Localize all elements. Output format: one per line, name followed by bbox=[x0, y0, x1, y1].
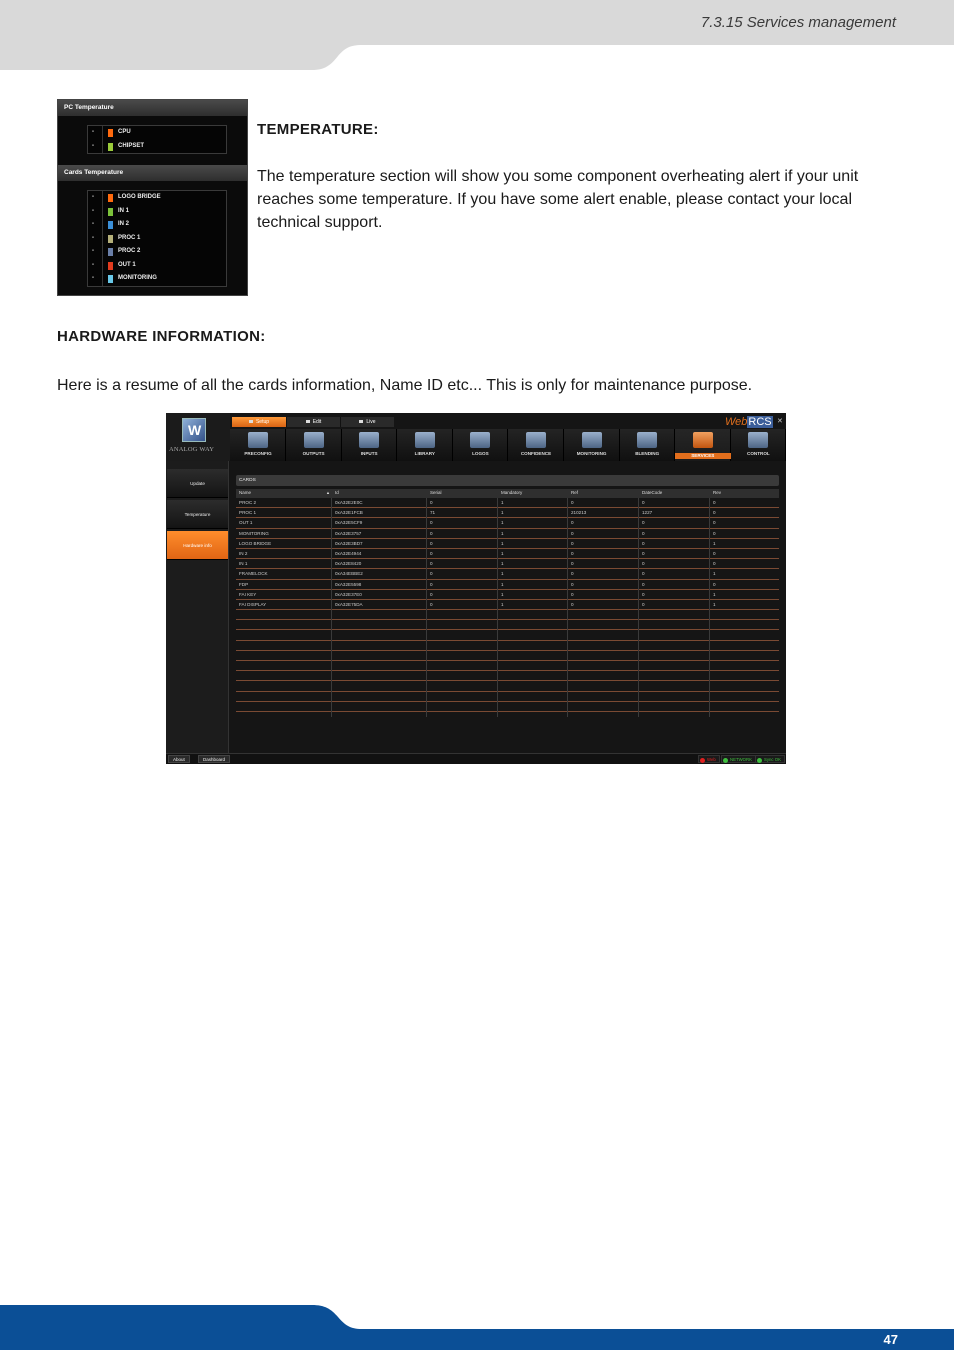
sidebar-button-temperature[interactable]: Temperature bbox=[167, 500, 228, 529]
table-cell: FDP bbox=[239, 581, 249, 587]
table-cell: 1 bbox=[501, 561, 504, 567]
temperature-item bbox=[88, 232, 226, 246]
divider bbox=[102, 191, 103, 205]
analog-way-logo bbox=[166, 413, 230, 461]
temperature-item bbox=[88, 191, 226, 205]
table-cell: 0 bbox=[642, 540, 645, 546]
section-title: 7.3.15 Services management bbox=[700, 14, 896, 31]
table-cell: 0 bbox=[642, 571, 645, 577]
temperature-item-toggle[interactable]: - bbox=[92, 234, 94, 241]
table-row[interactable] bbox=[236, 569, 779, 579]
temperature-panel-screenshot bbox=[57, 99, 248, 296]
footer-band-shape bbox=[0, 1300, 954, 1350]
tab-dot-icon bbox=[249, 420, 253, 423]
nav-label: BLENDING bbox=[635, 451, 660, 456]
services-sidebar bbox=[166, 461, 229, 753]
mode-tabs bbox=[232, 417, 394, 427]
table-cell: 1 bbox=[713, 591, 716, 597]
nav-logos[interactable] bbox=[452, 429, 508, 461]
column-header-serial[interactable]: Serial bbox=[430, 490, 442, 495]
pc-temperature-header: PC Temperature bbox=[58, 100, 247, 116]
page-header-band bbox=[0, 0, 954, 70]
table-cell: 0 bbox=[571, 601, 574, 607]
table-row[interactable] bbox=[236, 580, 779, 590]
table-cell: 0xA32E3BD7 bbox=[335, 540, 363, 546]
temperature-item-label: LOGO BRIDGE bbox=[118, 194, 161, 200]
temperature-color-swatch bbox=[108, 143, 113, 151]
table-cell: 0 bbox=[571, 571, 574, 577]
divider bbox=[102, 218, 103, 232]
table-cell: LOGO BRIDGE bbox=[239, 540, 272, 546]
table-row-empty bbox=[236, 651, 779, 661]
table-cell: 1 bbox=[501, 500, 504, 505]
status-bar bbox=[166, 753, 786, 764]
temperature-item bbox=[88, 245, 226, 259]
webrcs-logo bbox=[725, 416, 773, 428]
temperature-color-swatch bbox=[108, 129, 113, 137]
sidebar-button-hardware-info[interactable]: Hardware info bbox=[167, 531, 228, 560]
close-icon[interactable]: ✕ bbox=[777, 418, 783, 425]
table-cell: 0 bbox=[713, 520, 716, 526]
blending-icon bbox=[637, 432, 657, 448]
table-cell: 0 bbox=[642, 581, 645, 587]
confidence-icon bbox=[526, 432, 546, 448]
nav-label: PRECONFIG bbox=[244, 451, 272, 456]
table-cell: 0 bbox=[571, 540, 574, 546]
table-cell: PROC 2 bbox=[239, 500, 257, 505]
table-cell: 1 bbox=[501, 550, 504, 556]
table-cell: 1 bbox=[713, 601, 716, 607]
tab-live-label: Live bbox=[366, 419, 376, 425]
table-cell: 0 bbox=[571, 520, 574, 526]
table-row-empty bbox=[236, 702, 779, 712]
nav-label: INPUTS bbox=[360, 451, 378, 456]
temperature-paragraph: The temperature section will show you some component overheating alert if your unit reaches some temperature. If you have some alert enable, please contact your local technical support. bbox=[257, 168, 859, 231]
column-divider bbox=[567, 498, 568, 717]
table-cell: 1 bbox=[501, 601, 504, 607]
nav-outputs[interactable] bbox=[286, 429, 342, 461]
column-header-mandatory[interactable]: Mandatory bbox=[501, 490, 523, 495]
column-divider bbox=[497, 498, 498, 717]
webrcs-hardware-info-screenshot bbox=[166, 413, 786, 764]
table-cell: 210213 bbox=[571, 510, 587, 516]
table-cell: 0 bbox=[642, 601, 645, 607]
hardware-information-heading: HARDWARE INFORMATION: bbox=[57, 328, 266, 345]
control-icon bbox=[748, 432, 768, 448]
column-divider bbox=[426, 498, 427, 717]
nav-label: OUTPUTS bbox=[302, 451, 325, 456]
status-button-dashboard[interactable]: Dashboard bbox=[198, 755, 230, 763]
column-divider bbox=[709, 498, 710, 717]
outputs-icon bbox=[304, 432, 324, 448]
table-cell: 0xA32E75DA bbox=[335, 601, 363, 607]
temperature-item bbox=[88, 259, 226, 273]
table-cell: 0xA32E2E0C bbox=[335, 500, 363, 505]
temperature-item-label: PROC 2 bbox=[118, 248, 141, 254]
column-header-datecode[interactable]: DateCode bbox=[642, 490, 663, 495]
temperature-item-label: IN 2 bbox=[118, 221, 130, 227]
status-led-icon bbox=[723, 758, 728, 763]
header-band-shape bbox=[0, 0, 954, 70]
table-cell: 0 bbox=[571, 550, 574, 556]
temperature-heading: TEMPERATURE: bbox=[257, 121, 379, 138]
table-cell: 0 bbox=[642, 500, 645, 505]
status-led-icon bbox=[757, 758, 762, 763]
divider bbox=[102, 259, 103, 273]
nav-inputs[interactable] bbox=[341, 429, 397, 461]
table-cell: 0xA32E1FCB bbox=[335, 510, 363, 516]
sort-arrow-icon[interactable]: ▲ bbox=[326, 490, 330, 495]
tab-live[interactable] bbox=[340, 417, 394, 427]
table-cell: FRAMELOCK bbox=[239, 571, 268, 577]
table-cell: 0 bbox=[430, 550, 433, 556]
status-indicator-network bbox=[721, 755, 756, 763]
table-cell: 0 bbox=[430, 520, 433, 526]
status-label: NETWORK bbox=[730, 757, 752, 762]
temperature-color-swatch bbox=[108, 262, 113, 270]
nav-confidence[interactable] bbox=[508, 429, 564, 461]
table-row[interactable] bbox=[236, 549, 779, 559]
tab-setup-label: Setup bbox=[255, 419, 270, 425]
table-cell: FAI DISPLAY bbox=[239, 601, 267, 607]
table-cell: 0 bbox=[430, 591, 433, 597]
webrcs-web: Web bbox=[725, 416, 748, 428]
tab-setup[interactable] bbox=[232, 417, 286, 427]
nav-library[interactable] bbox=[397, 429, 453, 461]
table-cell: 1 bbox=[501, 571, 504, 577]
table-cell: 0 bbox=[430, 571, 433, 577]
table-cell: 0xA32E5598 bbox=[335, 581, 362, 587]
divider bbox=[102, 272, 103, 286]
divider bbox=[102, 140, 103, 154]
table-cell: 0 bbox=[642, 520, 645, 526]
table-cell: 0 bbox=[642, 550, 645, 556]
status-indicator-web bbox=[698, 755, 720, 763]
temperature-item bbox=[88, 272, 226, 286]
temperature-color-swatch bbox=[108, 235, 113, 243]
table-row[interactable] bbox=[236, 559, 779, 569]
temperature-item-label: MONITORING bbox=[118, 275, 157, 281]
table-cell: 1 bbox=[501, 540, 504, 546]
table-row-empty bbox=[236, 692, 779, 702]
hardware-information-paragraph: Here is a resume of all the cards information, Name ID etc... This is only for maintenance purpose. bbox=[57, 377, 753, 394]
temperature-item-label: CHIPSET bbox=[118, 142, 145, 149]
table-row-empty bbox=[236, 661, 779, 671]
column-header-ref[interactable]: Ref bbox=[571, 490, 579, 495]
table-row-empty bbox=[236, 681, 779, 691]
temperature-color-swatch bbox=[108, 208, 113, 216]
table-cell: 0 bbox=[571, 581, 574, 587]
table-cell: 0 bbox=[713, 510, 716, 516]
table-cell: 0 bbox=[430, 601, 433, 607]
column-divider bbox=[331, 498, 332, 717]
sidebar-button-update[interactable]: Update bbox=[167, 469, 228, 498]
table-cell: 0 bbox=[430, 500, 433, 505]
table-cell: 0 bbox=[642, 591, 645, 597]
table-row-empty bbox=[236, 630, 779, 640]
page-number: 47 bbox=[883, 1332, 898, 1347]
table-cell: 0 bbox=[713, 550, 716, 556]
table-cell: 0xA32E4944 bbox=[335, 550, 362, 556]
table-row[interactable] bbox=[236, 508, 779, 518]
nav-preconfig[interactable] bbox=[230, 429, 286, 461]
table-cell: 0 bbox=[571, 591, 574, 597]
tab-edit-label: Edit bbox=[312, 419, 322, 425]
temperature-item bbox=[88, 126, 226, 140]
table-cell: 71 bbox=[430, 510, 436, 516]
cards-temperature-header: Cards Temperature bbox=[58, 165, 247, 181]
table-cell: 1 bbox=[501, 591, 504, 597]
temperature-item-toggle[interactable]: - bbox=[92, 142, 94, 149]
table-cell: 1 bbox=[501, 581, 504, 587]
column-header-rev[interactable]: Rev bbox=[713, 490, 722, 495]
table-cell: 0 bbox=[713, 581, 716, 587]
monitoring-icon bbox=[582, 432, 602, 448]
brand-name: ANALOG WAY bbox=[169, 446, 215, 453]
status-indicator-sync-ok bbox=[755, 755, 785, 763]
table-cell: 0xA32E5CF9 bbox=[335, 520, 363, 526]
temperature-item-label: OUT 1 bbox=[118, 261, 136, 268]
temperature-item-toggle[interactable]: - bbox=[92, 261, 94, 268]
table-cell: 0xA32E3757 bbox=[335, 530, 362, 536]
temperature-item bbox=[88, 218, 226, 232]
status-label: Sync OK bbox=[764, 757, 781, 762]
table-row-empty bbox=[236, 641, 779, 651]
cards-table-body bbox=[236, 498, 779, 712]
table-row[interactable] bbox=[236, 600, 779, 610]
table-cell: 0 bbox=[430, 561, 433, 567]
tab-dot-icon bbox=[359, 420, 363, 423]
pc-temperature-list bbox=[87, 125, 227, 154]
table-row-empty bbox=[236, 671, 779, 681]
logos-icon bbox=[470, 432, 490, 448]
table-cell: 1227 bbox=[642, 510, 653, 516]
table-row[interactable] bbox=[236, 590, 779, 600]
nav-label: LOGOS bbox=[472, 451, 489, 456]
column-header-id[interactable]: Id bbox=[335, 490, 339, 495]
nav-label: SERVICES bbox=[675, 453, 731, 459]
table-cell: 1 bbox=[713, 540, 716, 546]
nav-monitoring[interactable] bbox=[564, 429, 620, 461]
library-icon bbox=[415, 432, 435, 448]
nav-label: MONITORING bbox=[576, 451, 607, 456]
status-button-about[interactable]: About bbox=[168, 755, 190, 763]
table-cell: 0 bbox=[642, 561, 645, 567]
table-cell: 0 bbox=[571, 500, 574, 505]
divider bbox=[102, 126, 103, 140]
column-divider bbox=[638, 498, 639, 717]
divider bbox=[102, 245, 103, 259]
table-cell: IN 2 bbox=[239, 550, 248, 556]
nav-label: CONTROL bbox=[747, 451, 770, 456]
temperature-item bbox=[88, 140, 226, 154]
table-cell: FAI KEY bbox=[239, 591, 257, 597]
table-row[interactable] bbox=[236, 539, 779, 549]
table-cell: 1 bbox=[501, 510, 504, 516]
nav-blending[interactable] bbox=[619, 429, 675, 461]
divider bbox=[102, 232, 103, 246]
cards-table-header bbox=[236, 489, 779, 498]
temperature-color-swatch bbox=[108, 248, 113, 256]
table-cell: 1 bbox=[713, 571, 716, 577]
table-cell: 0xA32E37E0 bbox=[335, 591, 362, 597]
table-row-empty bbox=[236, 610, 779, 620]
temperature-item-toggle[interactable]: - bbox=[92, 221, 94, 227]
inputs-icon bbox=[359, 432, 379, 448]
table-cell: 0 bbox=[713, 561, 716, 567]
status-label: Web bbox=[707, 757, 716, 762]
table-cell: 0 bbox=[571, 530, 574, 536]
temperature-item-toggle[interactable]: - bbox=[92, 207, 94, 214]
main-nav-bar bbox=[230, 429, 786, 461]
table-cell: 0 bbox=[571, 561, 574, 567]
cards-temperature-list bbox=[87, 190, 227, 287]
table-cell: 0 bbox=[430, 540, 433, 546]
column-header-name[interactable]: Name bbox=[239, 490, 252, 495]
temperature-item-label: IN 1 bbox=[118, 207, 130, 214]
table-cell: 0xA34EBBE2 bbox=[335, 571, 363, 577]
temperature-item-label: PROC 1 bbox=[118, 234, 141, 241]
table-cell: 0 bbox=[713, 530, 716, 536]
nav-control[interactable] bbox=[730, 429, 786, 461]
tab-dot-icon bbox=[306, 420, 310, 423]
tab-edit[interactable] bbox=[286, 417, 340, 427]
temperature-color-swatch bbox=[108, 221, 113, 229]
temperature-item-toggle[interactable]: - bbox=[92, 248, 94, 254]
page-footer-band bbox=[0, 1300, 954, 1350]
table-cell: 1 bbox=[501, 530, 504, 536]
table-cell: 0 bbox=[642, 530, 645, 536]
table-cell: MONITORING bbox=[239, 530, 269, 536]
table-cell: 1 bbox=[501, 520, 504, 526]
table-cell: 0 bbox=[713, 500, 716, 505]
nav-label: LIBRARY bbox=[414, 451, 435, 456]
table-row[interactable] bbox=[236, 518, 779, 528]
cards-table bbox=[236, 489, 779, 712]
temperature-color-swatch bbox=[108, 275, 113, 283]
analog-way-logo-icon bbox=[182, 418, 206, 442]
table-row[interactable] bbox=[236, 498, 779, 508]
temperature-item bbox=[88, 205, 226, 219]
services-icon bbox=[693, 432, 713, 448]
table-row[interactable] bbox=[236, 529, 779, 539]
table-cell: 0xA32E8420 bbox=[335, 561, 362, 567]
webrcs-rcs: RCS bbox=[748, 416, 772, 428]
table-cell: 0 bbox=[430, 530, 433, 536]
temperature-item-label: CPU bbox=[118, 129, 131, 135]
preconfig-icon bbox=[248, 432, 268, 448]
table-cell: 0 bbox=[430, 581, 433, 587]
table-cell: PROC 1 bbox=[239, 510, 257, 516]
temperature-color-swatch bbox=[108, 194, 113, 202]
temperature-item-toggle[interactable]: - bbox=[92, 194, 94, 200]
temperature-item-toggle[interactable]: - bbox=[92, 129, 94, 135]
logo-letter: W bbox=[188, 422, 202, 438]
status-led-icon bbox=[700, 758, 705, 763]
temperature-item-toggle[interactable]: - bbox=[92, 275, 94, 281]
divider bbox=[102, 205, 103, 219]
table-cell: OUT 1 bbox=[239, 520, 253, 526]
nav-label: CONFIDENCE bbox=[520, 451, 552, 456]
nav-services[interactable] bbox=[675, 429, 731, 461]
table-cell: IN 1 bbox=[239, 561, 248, 567]
cards-section-title: CARDS bbox=[236, 475, 779, 486]
table-row-empty bbox=[236, 620, 779, 630]
